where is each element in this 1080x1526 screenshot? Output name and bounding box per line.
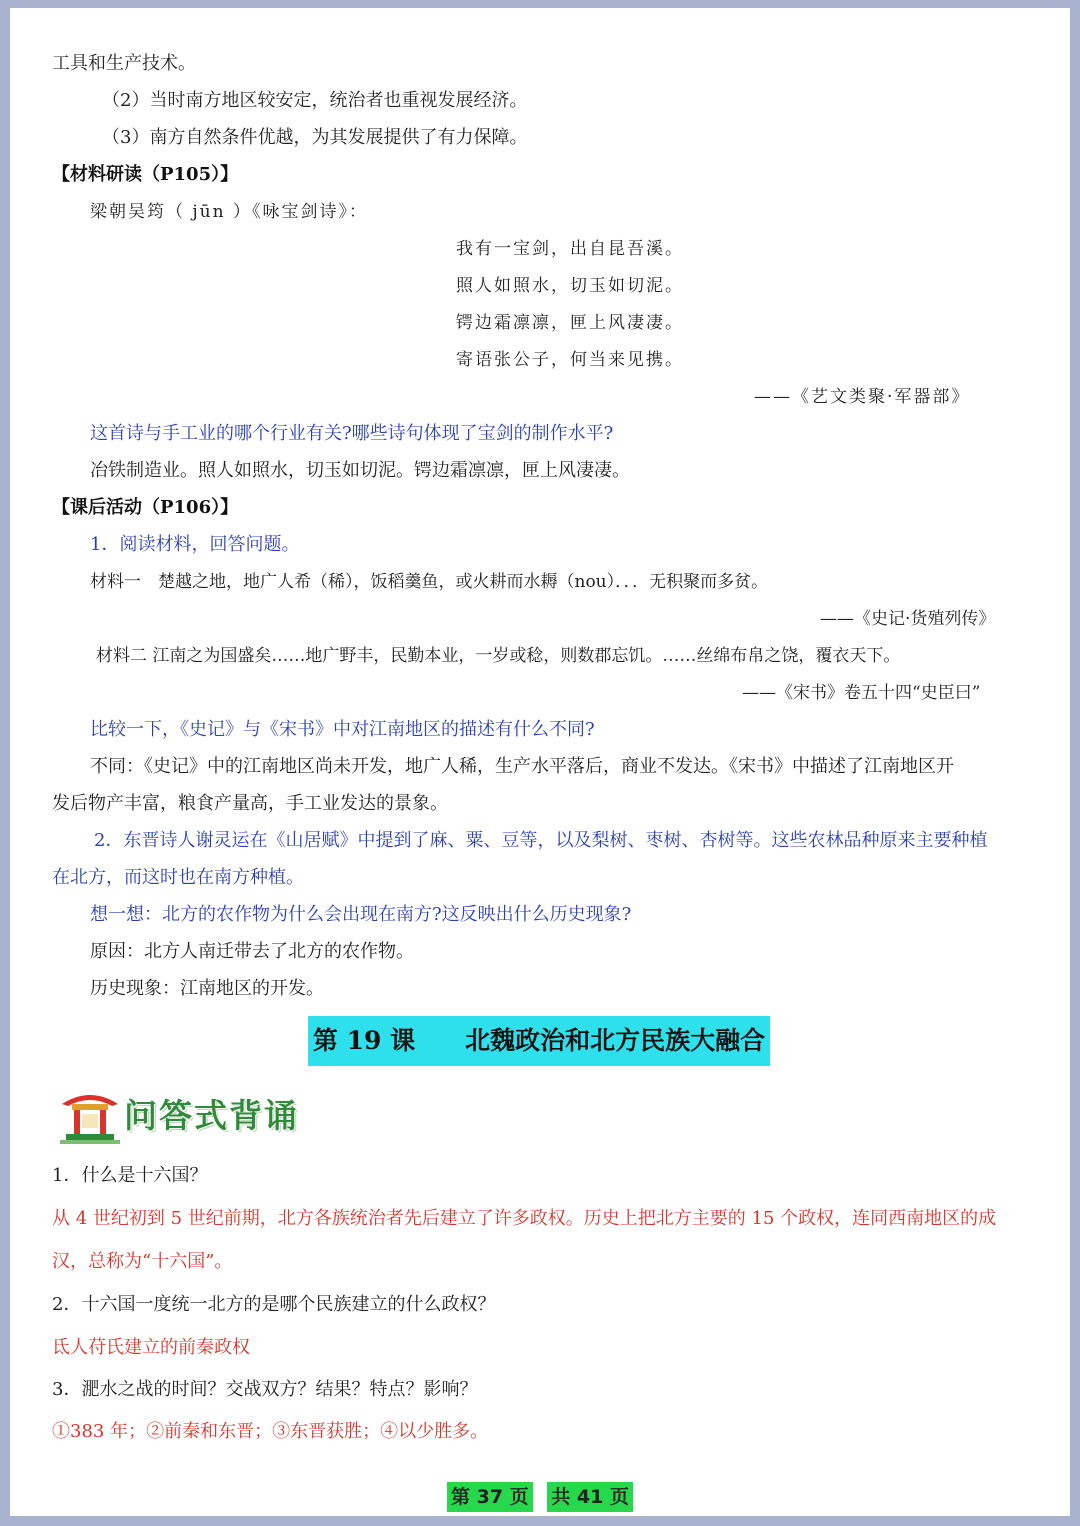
material-text: 材料一 楚越之地，地广人希（稀），饭稻羹鱼，或火耕而水耨（nou）．．．无积聚而多贫。 bbox=[90, 572, 769, 592]
section-banner bbox=[58, 1084, 318, 1144]
activity-text: 1．阅读材料，回答问题。 bbox=[90, 534, 300, 555]
lesson-title: 第 19 课 北魏政治和北方民族大融合 bbox=[308, 1016, 770, 1066]
poem-line: 寄语张公子，何当来见携。 bbox=[456, 350, 684, 370]
qa-question: 2．十六国一度统一北方的是哪个民族建立的什么政权？ bbox=[52, 1294, 496, 1315]
qa-answer: ①383 年；②前秦和东晋；③东晋获胜；④以少胜多。 bbox=[52, 1421, 489, 1442]
poem-line: 我有一宝剑，出自昆吾溪。 bbox=[456, 239, 684, 259]
section-heading: 【材料研读（P105）】 bbox=[52, 164, 239, 185]
pavilion-icon bbox=[58, 1084, 122, 1144]
text-line: 梁朝吴筠（ jūn ）《咏宝剑诗》： bbox=[90, 202, 368, 222]
answer-text: 历史现象：江南地区的开发。 bbox=[90, 978, 324, 999]
activity-text: 2．东晋诗人谢灵运在《山居赋》中提到了麻、粟、豆等，以及梨树、枣树、杏树等。这些农林品种原来主要种植 bbox=[94, 830, 988, 851]
question-text: 想一想：北方的农作物为什么会出现在南方?这反映出什么历史现象? bbox=[90, 904, 632, 925]
text-line: 工具和生产技术。 bbox=[52, 53, 196, 74]
source-citation: ——《宋书》卷五十四“史臣曰” bbox=[742, 683, 981, 703]
banner-text: 问答式背诵 bbox=[124, 1096, 299, 1135]
section-heading: 【课后活动（P106）】 bbox=[52, 497, 239, 518]
source-citation: ——《艺文类聚·军器部》 bbox=[754, 387, 971, 407]
qa-answer: 氐人苻氏建立的前秦政权 bbox=[52, 1337, 250, 1358]
qa-answer: 汉，总称为“十六国”。 bbox=[52, 1251, 233, 1272]
poem-line: 锷边霜凛凛，匣上风凄凄。 bbox=[456, 313, 684, 333]
answer-text: 冶铁制造业。照人如照水，切玉如切泥。锷边霜凛凛，匣上风凄凄。 bbox=[90, 460, 630, 481]
answer-text: 原因：北方人南迁带去了北方的农作物。 bbox=[90, 941, 414, 962]
answer-text: 发后物产丰富，粮食产量高，手工业发达的景象。 bbox=[52, 793, 448, 814]
question-text: 这首诗与手工业的哪个行业有关?哪些诗句体现了宝剑的制作水平? bbox=[90, 423, 614, 444]
qa-answer: 从 4 世纪初到 5 世纪前期，北方各族统治者先后建立了许多政权。历史上把北方主要的 15 个政权，连同西南地区的成 bbox=[52, 1208, 997, 1229]
poem-line: 照人如照水，切玉如切泥。 bbox=[456, 276, 684, 296]
qa-question: 1．什么是十六国？ bbox=[52, 1165, 208, 1186]
qa-question: 3．淝水之战的时间？交战双方？结果？特点？影响？ bbox=[52, 1379, 478, 1400]
page-number: 第 37 页 bbox=[447, 1482, 533, 1512]
document-page bbox=[10, 8, 1070, 1516]
activity-text: 在北方，而这时也在南方种植。 bbox=[52, 867, 304, 888]
page-footer bbox=[10, 1482, 1070, 1512]
source-citation: ——《史记·货殖列传》 bbox=[820, 609, 996, 629]
question-text: 比较一下，《史记》与《宋书》中对江南地区的描述有什么不同? bbox=[90, 719, 595, 740]
material-text: 材料二 江南之为国盛矣……地广野丰，民勤本业，一岁或稔，则数郡忘饥。……丝绵布帛之饶，覆衣天下。 bbox=[96, 646, 901, 666]
text-line: （2）当时南方地区较安定，统治者也重视发展经济。 bbox=[102, 90, 528, 111]
answer-text: 不同：《史记》中的江南地区尚未开发，地广人稀，生产水平落后，商业不发达。《宋书》中描述了江南地区开 bbox=[90, 756, 954, 777]
page-total: 共 41 页 bbox=[547, 1482, 633, 1512]
text-line: （3）南方自然条件优越，为其发展提供了有力保障。 bbox=[102, 127, 528, 148]
